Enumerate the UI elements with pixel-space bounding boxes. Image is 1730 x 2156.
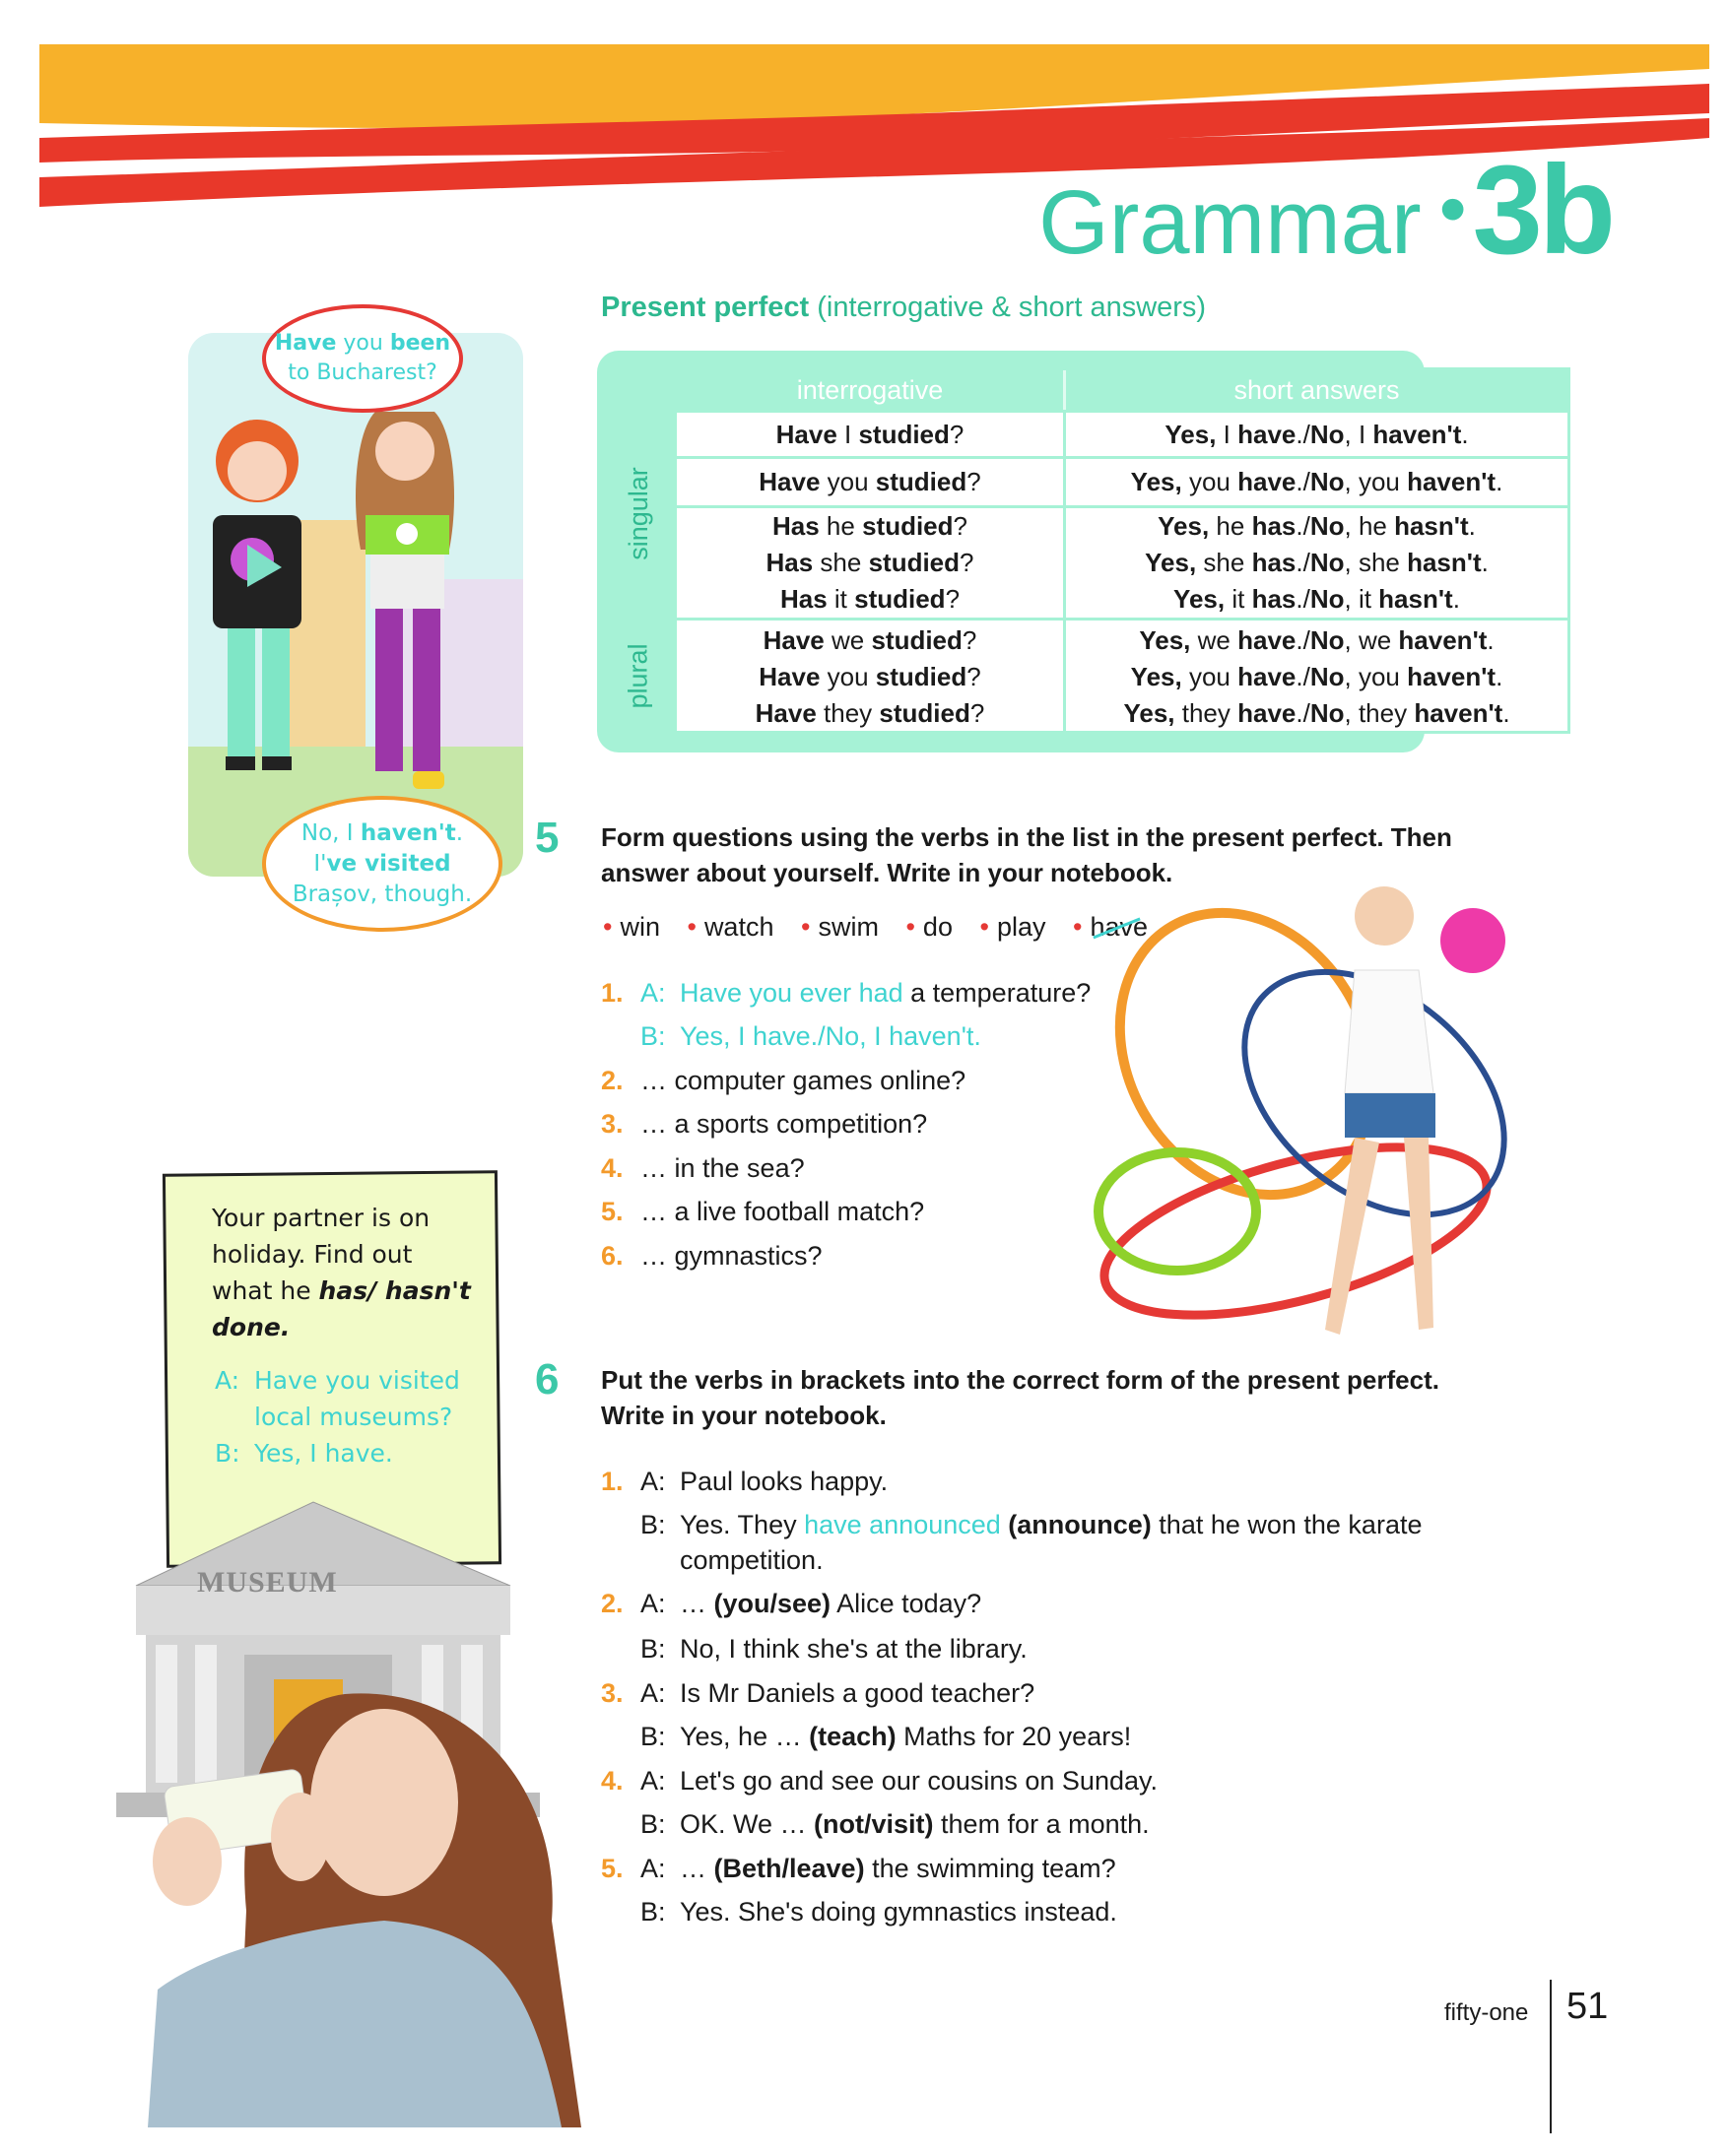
- exercise-6-number: 6: [535, 1355, 560, 1404]
- verb-list: [603, 912, 1148, 943]
- text-segment: ./: [1296, 662, 1310, 691]
- example-answer: Have you ever had: [680, 978, 903, 1008]
- exercise-6-line: [601, 1894, 1117, 1929]
- note-line-a: [215, 1362, 491, 1435]
- text-segment: studied: [868, 548, 961, 577]
- verb-word: play: [996, 912, 1046, 942]
- item-number: 2.: [601, 1066, 624, 1095]
- item-text: … in the sea?: [640, 1153, 805, 1183]
- speaker-label: B:: [640, 1722, 666, 1751]
- item-number: 6.: [601, 1241, 624, 1271]
- text-line: [1164, 417, 1468, 453]
- verb-word: watch: [703, 912, 774, 942]
- text-line: [1123, 695, 1509, 732]
- text-line: [212, 1200, 478, 1345]
- text-segment: Yes,: [1123, 698, 1175, 728]
- exercise-5-example-b: [640, 1018, 981, 1054]
- text-segment: (you/see): [713, 1589, 832, 1618]
- text-segment: you: [820, 467, 876, 496]
- note-instruction: [212, 1200, 478, 1345]
- text-line: [266, 818, 499, 849]
- text-segment: they: [1174, 698, 1238, 728]
- text-segment: you: [1181, 467, 1238, 496]
- text-segment: hasn't: [1378, 584, 1453, 614]
- text-segment: Have: [775, 419, 837, 449]
- text-line: [266, 329, 459, 359]
- text-segment: .: [1461, 419, 1469, 449]
- text-segment: haven't: [1372, 419, 1462, 449]
- text-segment: Yes, he …: [680, 1722, 810, 1751]
- text-segment: ./: [1296, 698, 1310, 728]
- text-segment: have: [1237, 467, 1297, 496]
- item-number: 1.: [601, 1467, 624, 1496]
- speaker-label: B:: [640, 1897, 666, 1927]
- text-segment: Has: [779, 584, 828, 614]
- text-segment: …: [680, 1589, 714, 1618]
- item-number: 1.: [601, 978, 624, 1008]
- exercise-5-instruction: Form questions using the verbs in the list in the present perfect. Then answer about yourself. Write in your notebook.: [601, 822, 1452, 887]
- item-number: 4.: [601, 1766, 624, 1796]
- text-segment: Your partner is on holiday. Find out what he: [212, 1204, 431, 1305]
- text-line: [780, 581, 960, 618]
- cell-answer: [1063, 621, 1567, 734]
- speaker-label: B:: [640, 1634, 666, 1664]
- text-segment: No: [1309, 698, 1345, 728]
- exercise-6-line: [601, 1507, 1422, 1542]
- text-segment: , you: [1344, 662, 1408, 691]
- item-number: 5.: [601, 1197, 624, 1226]
- text-segment: No: [1309, 467, 1345, 496]
- cell-question: [677, 621, 1063, 734]
- text-line: [1173, 581, 1460, 618]
- text-segment: studied: [875, 467, 967, 496]
- note-example-text: Have you visited local museums?: [254, 1366, 460, 1431]
- exercise-6-line: [601, 1763, 1158, 1798]
- title-text: Grammar: [1038, 172, 1422, 273]
- speaker-label: B:: [640, 1021, 666, 1051]
- item-number: 4.: [601, 1153, 624, 1183]
- text-segment: he: [1209, 511, 1252, 541]
- group-text: singular: [623, 467, 653, 560]
- text-line: [1131, 659, 1503, 695]
- friends-drawing: [188, 333, 523, 877]
- item-number: 5.: [601, 1854, 624, 1883]
- exercise-6-instruction: Put the verbs in brackets into the correct form of the present perfect. Write in your notebook.: [601, 1365, 1439, 1430]
- page-word: fifty-one: [1444, 1999, 1529, 2026]
- text-segment: Yes,: [1130, 662, 1182, 691]
- text-segment: ?: [962, 625, 977, 655]
- text-segment: ?: [949, 419, 965, 449]
- text-segment: competition.: [680, 1545, 824, 1575]
- text-segment: , we: [1344, 625, 1399, 655]
- item-text: … a sports competition?: [640, 1109, 928, 1139]
- heading-bold: Present perfect: [601, 292, 810, 323]
- heading-rest: (interrogative & short answers): [809, 292, 1207, 323]
- example-answer: Yes, I have./No, I haven't.: [680, 1021, 981, 1051]
- exercise-6-line: [601, 1851, 1116, 1886]
- group-text: plural: [623, 642, 653, 709]
- text-segment: Paul looks happy.: [680, 1467, 889, 1496]
- speech-bubble-question: [262, 304, 463, 413]
- item-number: 2.: [601, 1589, 624, 1618]
- item-text: … computer games online?: [640, 1066, 966, 1095]
- gymnast-photo: [1079, 857, 1591, 1354]
- text-segment: have: [1237, 419, 1297, 449]
- bullet: •: [801, 912, 811, 942]
- group-label-singular: [603, 410, 674, 618]
- page-number: 51: [1566, 1986, 1609, 2027]
- text-segment: Yes,: [1130, 467, 1182, 496]
- text-segment: it: [827, 584, 855, 614]
- text-line: [766, 545, 974, 581]
- text-segment: he: [819, 511, 863, 541]
- text-segment: Yes,: [1173, 584, 1226, 614]
- text-segment: has: [1251, 511, 1297, 541]
- exercise-5-item: [601, 1238, 823, 1274]
- text-segment: that he won the karate: [1151, 1510, 1423, 1539]
- speaker-label: A:: [640, 1678, 666, 1708]
- text-segment: Yes. They: [680, 1510, 805, 1539]
- text-segment: No, I: [300, 819, 361, 846]
- text-segment: studied: [858, 419, 950, 449]
- text-segment: ?: [966, 467, 981, 496]
- text-segment: No: [1309, 548, 1345, 577]
- text-line: [756, 695, 985, 732]
- text-segment: , I: [1344, 419, 1373, 449]
- cell-question: [677, 413, 1063, 456]
- text-segment: haven't: [1414, 698, 1503, 728]
- text-segment: she: [1196, 548, 1252, 577]
- speaker-label: A:: [215, 1366, 240, 1395]
- speaker-label: A:: [640, 978, 666, 1008]
- text-segment: Yes,: [1164, 419, 1217, 449]
- exercise-5-item: [601, 1150, 805, 1186]
- text-segment: ./: [1296, 467, 1310, 496]
- text-segment: we: [1190, 625, 1238, 655]
- text-segment: Have: [759, 467, 821, 496]
- text-line: [266, 880, 499, 910]
- text-segment: (teach): [809, 1722, 897, 1751]
- page-title: [1038, 140, 1612, 281]
- bullet: •: [1072, 912, 1083, 942]
- girl-taking-photo: [118, 1665, 611, 2127]
- cell-answer: [1063, 413, 1567, 456]
- text-segment: ./: [1296, 625, 1310, 655]
- text-segment: studied: [862, 511, 954, 541]
- text-line: [1131, 464, 1503, 500]
- text-segment: hasn't: [1407, 548, 1482, 577]
- speaker-label: B:: [640, 1510, 666, 1539]
- text-segment: has: [1251, 548, 1297, 577]
- text-segment: studied: [879, 698, 970, 728]
- text-segment: Have: [274, 331, 337, 356]
- text-segment: have: [1237, 625, 1297, 655]
- note-example-text: Yes, I have.: [254, 1439, 393, 1468]
- text-segment: , he: [1344, 511, 1395, 541]
- speech-bubble-answer: [262, 796, 502, 932]
- text-segment: (announce): [1008, 1510, 1152, 1539]
- text-segment: Yes,: [1145, 548, 1197, 577]
- grammar-heading: [601, 292, 1206, 324]
- text-segment: .: [1502, 698, 1510, 728]
- title-bullet: •: [1438, 164, 1467, 252]
- text-segment: No: [1309, 662, 1345, 691]
- text-line: [1145, 545, 1489, 581]
- text-segment: ./: [1296, 548, 1310, 577]
- text-segment: has/ hasn't done.: [212, 1276, 471, 1341]
- exercise-5-item: [601, 1063, 965, 1098]
- cell-answer: [1063, 459, 1567, 505]
- table-row: [677, 456, 1567, 505]
- table-row: [677, 410, 1567, 456]
- text-segment: hasn't: [1394, 511, 1469, 541]
- text-segment: haven't: [1407, 467, 1497, 496]
- text-segment: OK. We …: [680, 1809, 815, 1839]
- text-line: [776, 417, 965, 453]
- text-segment: , they: [1344, 698, 1415, 728]
- cell-answer: [1063, 508, 1567, 618]
- text-segment: ve visited: [326, 850, 451, 877]
- verb-word: do: [922, 912, 953, 942]
- text-segment: haven't: [360, 819, 456, 846]
- text-segment: have: [1237, 698, 1297, 728]
- text-segment: haven't: [1398, 625, 1488, 655]
- item-text: a temperature?: [902, 978, 1092, 1008]
- text-segment: ?: [966, 662, 981, 691]
- text-segment: , you: [1344, 467, 1408, 496]
- verb-word-struck: have: [1090, 912, 1148, 942]
- text-line: [764, 622, 977, 659]
- text-segment: studied: [854, 584, 946, 614]
- text-segment: No: [1309, 584, 1345, 614]
- text-segment: .: [455, 819, 464, 846]
- bullet: •: [905, 912, 915, 942]
- text-segment: them for a month.: [933, 1809, 1150, 1839]
- text-segment: haven't: [1407, 662, 1497, 691]
- text-segment: the swimming team?: [864, 1854, 1116, 1883]
- text-segment: Brașov, though.: [292, 881, 473, 907]
- text-segment: Alice today?: [831, 1589, 982, 1618]
- item-number: 3.: [601, 1109, 624, 1139]
- note-example: [215, 1362, 491, 1471]
- text-segment: I': [313, 850, 327, 877]
- text-segment: been: [389, 331, 451, 356]
- text-line: [266, 849, 499, 880]
- text-segment: Maths for 20 years!: [896, 1722, 1132, 1751]
- text-segment: ?: [953, 511, 967, 541]
- footer-divider: [1550, 1980, 1552, 2133]
- text-line: [266, 359, 459, 388]
- text-segment: (not/visit): [814, 1809, 934, 1839]
- exercise-6-line: [601, 1631, 1028, 1666]
- text-line: [759, 464, 980, 500]
- friends-illustration: [188, 333, 523, 877]
- text-segment: .: [1481, 548, 1489, 577]
- exercise-6-line: [601, 1806, 1150, 1842]
- museum-sign: MUSEUM: [197, 1566, 338, 1599]
- text-segment: it: [1225, 584, 1252, 614]
- text-segment: studied: [871, 625, 963, 655]
- text-line: [772, 508, 967, 545]
- bullet: •: [687, 912, 697, 942]
- speaker-label: A:: [640, 1467, 666, 1496]
- text-line: [1158, 508, 1476, 545]
- text-segment: I: [1216, 419, 1238, 449]
- text-segment: No: [1309, 625, 1345, 655]
- text-segment: .: [1452, 584, 1460, 614]
- text-segment: you: [820, 662, 876, 691]
- text-segment: ?: [960, 548, 974, 577]
- cell-question: [677, 459, 1063, 505]
- item-number: 3.: [601, 1678, 624, 1708]
- item-text: … gymnastics?: [640, 1241, 823, 1271]
- text-segment: .: [1496, 662, 1503, 691]
- table-header: [677, 370, 1567, 410]
- text-segment: Have: [755, 698, 817, 728]
- text-segment: they: [816, 698, 880, 728]
- exercise-6-line: [601, 1586, 981, 1621]
- text-line: [1139, 622, 1494, 659]
- text-segment: .: [1468, 511, 1476, 541]
- text-segment: No: [1309, 419, 1345, 449]
- table-row: [677, 505, 1567, 618]
- speaker-label: A:: [640, 1766, 666, 1796]
- text-segment: have: [1237, 662, 1297, 691]
- text-segment: Yes. She's doing gymnastics instead.: [680, 1897, 1117, 1927]
- text-segment: …: [680, 1854, 714, 1883]
- text-segment: , she: [1344, 548, 1408, 577]
- exercise-5-item: [601, 1106, 927, 1142]
- text-segment: we: [824, 625, 872, 655]
- text-segment: Yes,: [1158, 511, 1210, 541]
- text-segment: .: [1487, 625, 1495, 655]
- text-segment: to Bucharest?: [288, 360, 437, 385]
- speaker-label: B:: [215, 1439, 240, 1468]
- text-segment: , it: [1344, 584, 1379, 614]
- speaker-label: A:: [640, 1854, 666, 1883]
- verb-word: swim: [818, 912, 879, 942]
- text-segment: Have: [763, 625, 825, 655]
- text-segment: you: [1181, 662, 1238, 691]
- group-label-plural: [603, 618, 674, 734]
- column-header-short-answers: short answers: [1063, 370, 1567, 410]
- text-segment: ?: [945, 584, 961, 614]
- text-segment: you: [336, 331, 390, 356]
- text-segment: Have: [759, 662, 821, 691]
- exercise-5-number: 5: [535, 814, 560, 862]
- exercise-5-item: [601, 1194, 924, 1229]
- text-segment: No, I think she's at the library.: [680, 1634, 1028, 1664]
- text-segment: ./: [1296, 419, 1310, 449]
- text-segment: No: [1309, 511, 1345, 541]
- text-line: [759, 659, 980, 695]
- speaker-label: A:: [640, 1589, 666, 1618]
- text-segment: studied: [875, 662, 967, 691]
- text-segment: Let's go and see our cousins on Sunday.: [680, 1766, 1158, 1796]
- text-segment: she: [813, 548, 869, 577]
- column-header-interrogative: interrogative: [796, 375, 944, 405]
- text-segment: Yes,: [1139, 625, 1191, 655]
- table-row: [677, 618, 1567, 734]
- text-segment: Has: [765, 548, 814, 577]
- speaker-label: B:: [640, 1809, 666, 1839]
- exercise-6-line: [601, 1542, 824, 1578]
- text-segment: has: [1251, 584, 1297, 614]
- cell-question: [677, 508, 1063, 618]
- text-segment: Has: [772, 511, 820, 541]
- text-segment: have announced: [804, 1510, 1001, 1539]
- verb-word: win: [620, 912, 660, 942]
- exercise-6-line: [601, 1464, 888, 1499]
- grammar-table: [674, 367, 1570, 734]
- unit-number: 3b: [1472, 140, 1612, 281]
- text-segment: I: [836, 419, 859, 449]
- exercise-6-line: [601, 1719, 1131, 1754]
- text-segment: ./: [1296, 584, 1310, 614]
- item-text: … a live football match?: [640, 1197, 925, 1226]
- text-segment: ./: [1296, 511, 1310, 541]
- text-segment: ?: [969, 698, 985, 728]
- note-line-b: [215, 1435, 491, 1471]
- exercise-6-line: [601, 1675, 1034, 1711]
- text-segment: Is Mr Daniels a good teacher?: [680, 1678, 1035, 1708]
- text-segment: (Beth/leave): [713, 1854, 865, 1883]
- bullet: •: [603, 912, 613, 942]
- text-segment: .: [1496, 467, 1503, 496]
- exercise-5-example-a: [601, 975, 1091, 1011]
- bullet: •: [979, 912, 989, 942]
